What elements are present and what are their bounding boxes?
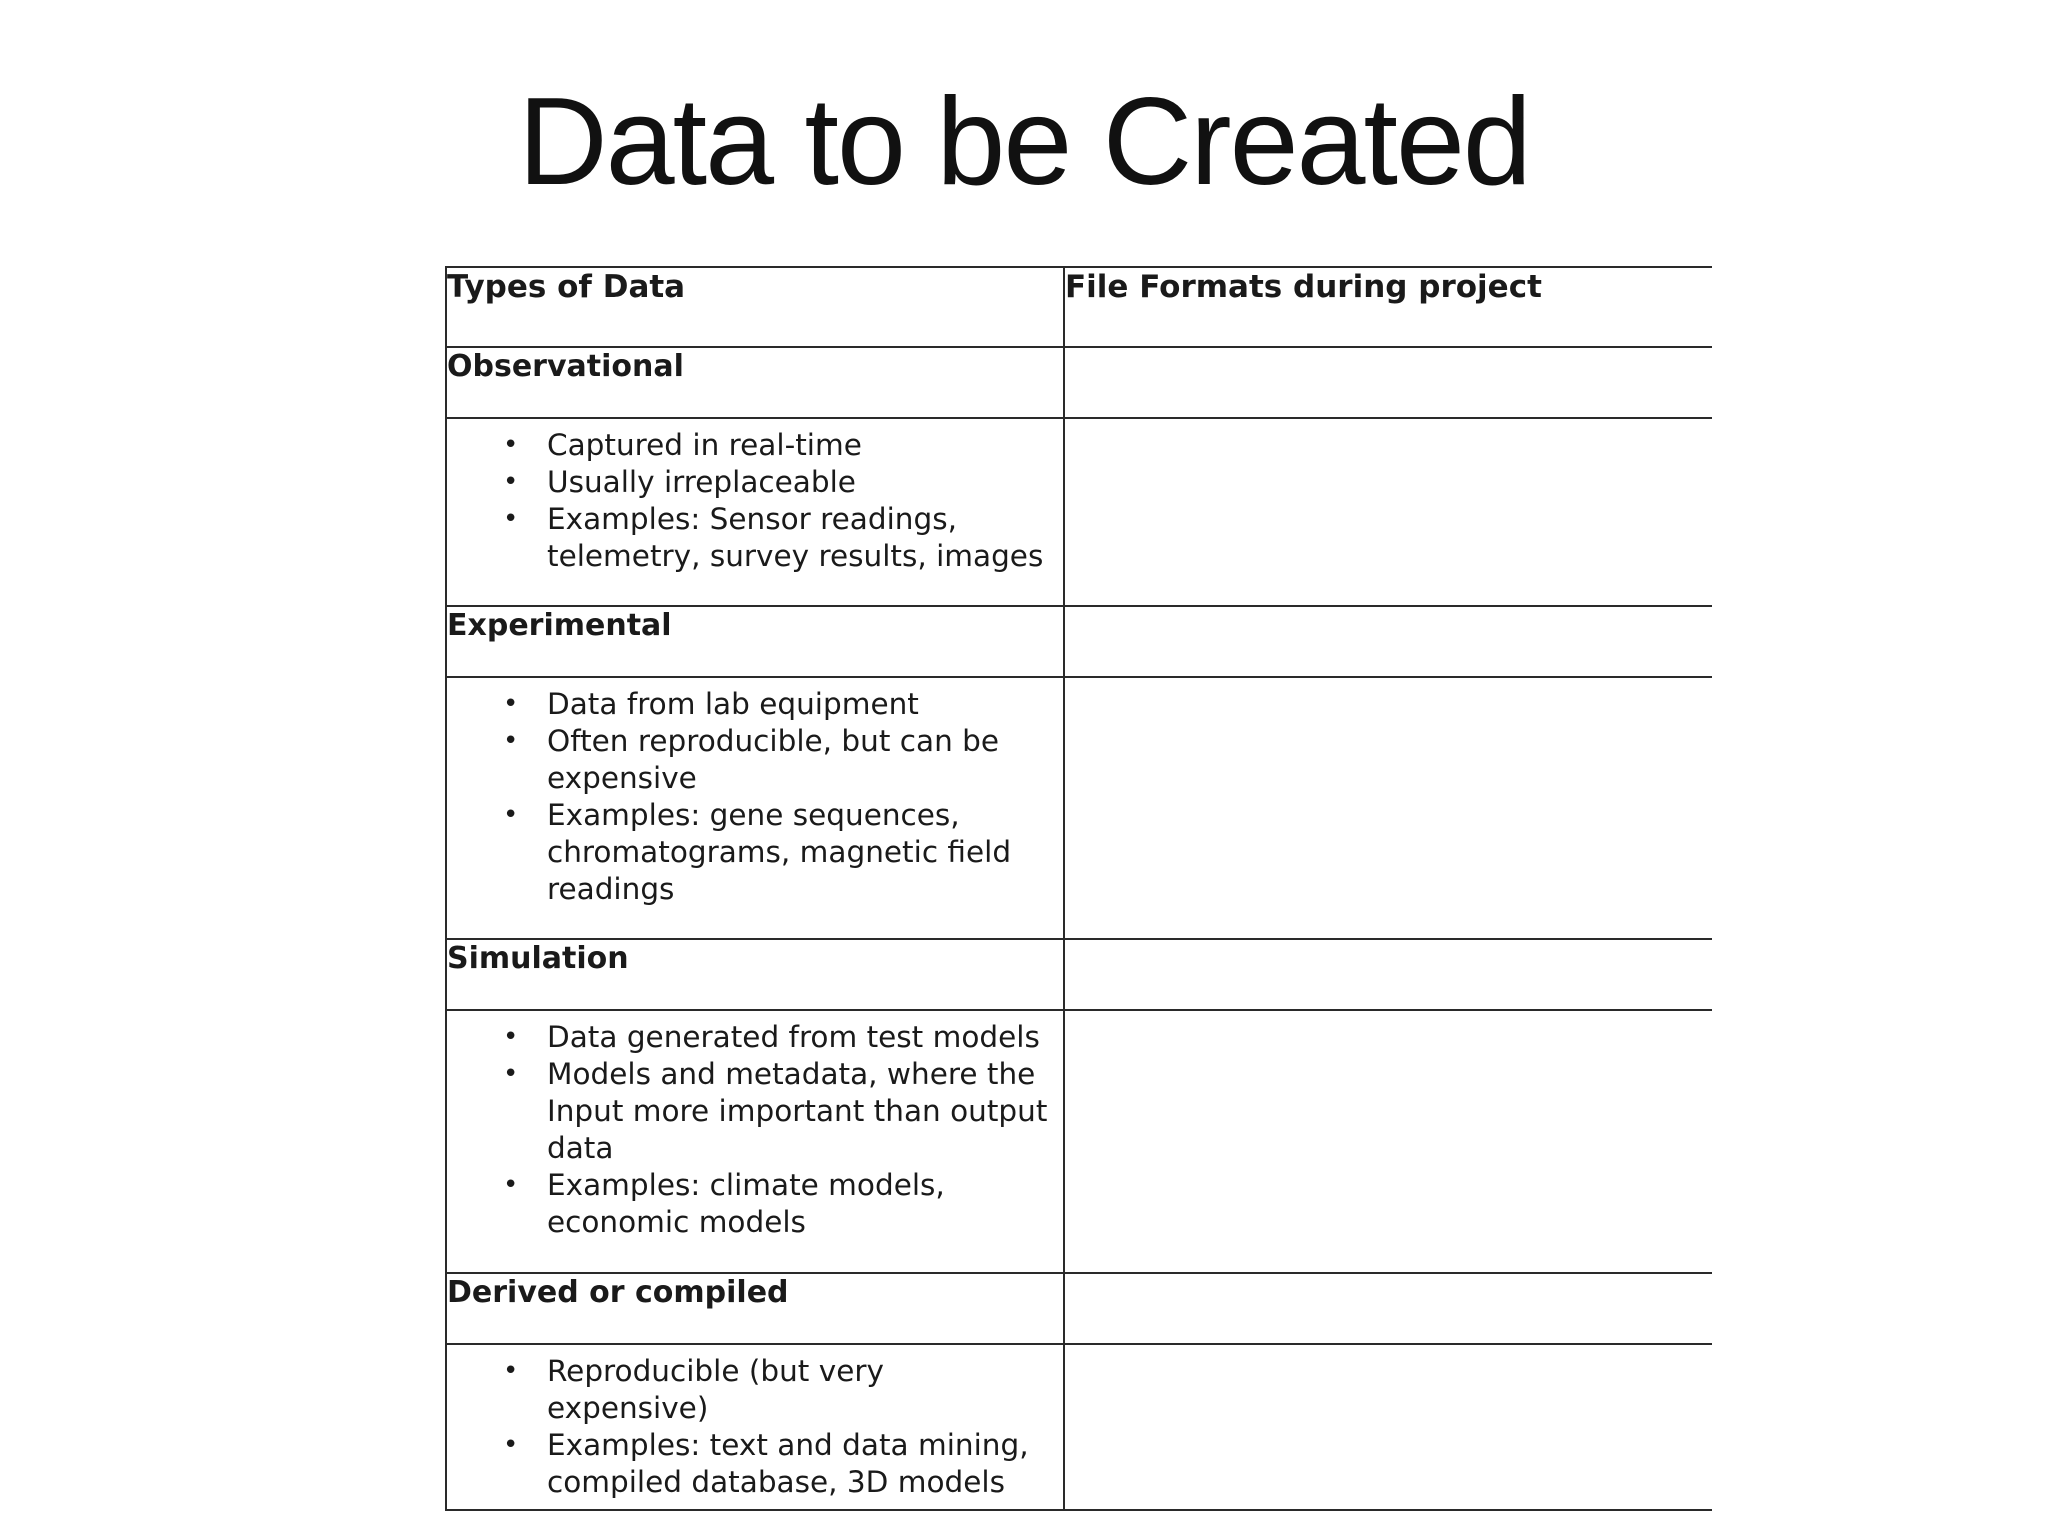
bullet-item: • Data generated from test models <box>447 1019 1053 1056</box>
bullet-item: • Examples: climate models, economic models <box>447 1167 1053 1241</box>
bullet-item: • Often reproducible, but can be expensive <box>447 723 1053 797</box>
slide-title: Data to be Created <box>518 73 1530 211</box>
details-row-derived <box>446 1344 1712 1510</box>
details-row-observational <box>446 418 1712 606</box>
details-cell <box>446 1010 1064 1273</box>
file-formats-cell <box>1064 606 1712 677</box>
table-header-row <box>446 267 1712 347</box>
category-name: Experimental <box>446 606 1064 677</box>
file-formats-cell <box>1064 1273 1712 1344</box>
bullet-list <box>447 1345 1063 1509</box>
file-formats-cell <box>1064 1344 1712 1510</box>
category-row-observational <box>446 347 1712 418</box>
details-cell <box>446 677 1064 939</box>
category-row-experimental <box>446 606 1712 677</box>
bullet-item: • Data from lab equipment <box>447 686 1053 723</box>
bullet-item: • Examples: Sensor readings, telemetry, survey results, images <box>447 501 1053 575</box>
file-formats-cell <box>1064 677 1712 939</box>
bullet-item: • Captured in real-time <box>447 427 1053 464</box>
details-row-simulation <box>446 1010 1712 1273</box>
category-name: Derived or compiled <box>446 1273 1064 1344</box>
data-types-table <box>445 266 1712 1511</box>
bullet-item: • Examples: text and data mining, compiled database, 3D models <box>447 1427 1053 1501</box>
bullet-item: • Examples: gene sequences, chromatograms, magnetic field readings <box>447 797 1053 908</box>
file-formats-cell <box>1064 939 1712 1010</box>
category-row-derived <box>446 1273 1712 1344</box>
bullet-item: • Usually irreplaceable <box>447 464 1053 501</box>
bullet-item: • Reproducible (but very expensive) <box>447 1353 1053 1427</box>
bullet-item: • Models and metadata, where the Input more important than output data <box>447 1056 1053 1167</box>
category-name: Observational <box>446 347 1064 418</box>
header-file-formats: File Formats during project <box>1064 267 1712 347</box>
details-cell <box>446 418 1064 606</box>
category-row-simulation <box>446 939 1712 1010</box>
category-name: Simulation <box>446 939 1064 1010</box>
details-cell <box>446 1344 1064 1510</box>
bullet-list <box>447 419 1063 583</box>
bullet-list <box>447 678 1063 916</box>
bullet-list <box>447 1011 1063 1249</box>
details-row-experimental <box>446 677 1712 939</box>
file-formats-cell <box>1064 1010 1712 1273</box>
file-formats-cell <box>1064 418 1712 606</box>
file-formats-cell <box>1064 347 1712 418</box>
header-types-of-data: Types of Data <box>446 267 1064 347</box>
